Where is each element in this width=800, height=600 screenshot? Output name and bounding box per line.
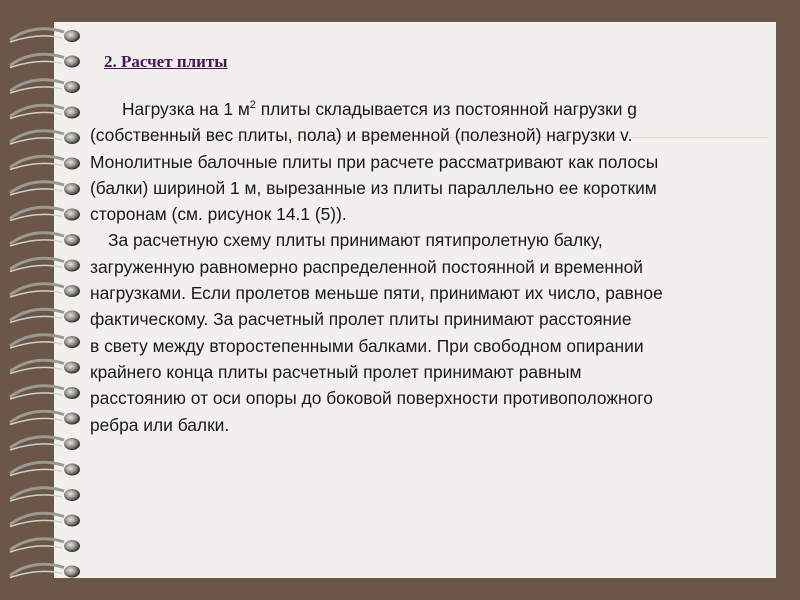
spiral-wire-highlight	[10, 393, 62, 399]
spiral-wire-highlight	[10, 495, 62, 501]
binding-hole	[64, 362, 80, 374]
binding-hole	[64, 438, 80, 450]
spiral-wire-highlight	[10, 316, 62, 322]
spiral-wire	[10, 564, 64, 575]
binding-hole	[64, 464, 80, 476]
paragraph-2-line-6: крайнего конца плиты расчетный пролет принимают равным	[90, 361, 582, 382]
binding-hole	[64, 413, 80, 425]
paragraph-2-line-1: За расчетную схему плиты принимают пятипролетную балку,	[108, 230, 603, 251]
paragraph-2-line-7: расстоянию от оси опоры до боковой поверхности противоположного	[90, 388, 653, 409]
paragraph-2-line-2: загруженную равномерно распределенной постоянной и временной	[90, 256, 644, 277]
spiral-wire	[10, 513, 64, 524]
binding-hole	[64, 489, 80, 501]
paragraph-1-line-3: Монолитные балочные плиты при расчете рассматривают как полосы	[90, 151, 659, 172]
binding-hole	[64, 56, 80, 68]
binding-hole	[64, 30, 80, 42]
spiral-wire-highlight	[10, 367, 62, 373]
spiral-wire	[10, 360, 64, 371]
spiral-wire-highlight	[10, 189, 62, 195]
spiral-wire-highlight	[10, 87, 62, 93]
binding-hole	[64, 311, 80, 323]
binding-hole	[64, 209, 80, 221]
binding-hole	[64, 387, 80, 399]
spiral-wire	[10, 29, 64, 40]
spiral-wire	[10, 80, 64, 91]
binding-hole	[64, 260, 80, 272]
spiral-wire-highlight	[10, 163, 62, 169]
spiral-wire	[10, 488, 64, 499]
spiral-wire	[10, 462, 64, 473]
spiral-wire-highlight	[10, 520, 62, 526]
spiral-wire	[10, 207, 64, 218]
spiral-wire-highlight	[10, 444, 62, 450]
spiral-wire-highlight	[10, 214, 62, 220]
spiral-wire	[10, 437, 64, 448]
spiral-wire-highlight	[10, 112, 62, 118]
spiral-wire-highlight	[10, 265, 62, 271]
binding-hole	[64, 183, 80, 195]
spiral-wire	[10, 258, 64, 269]
spiral-wire-highlight	[10, 342, 62, 348]
binding-hole	[64, 81, 80, 93]
spiral-wire	[10, 54, 64, 65]
spiral-binding-icon	[6, 20, 96, 580]
spiral-wire-highlight	[10, 291, 62, 297]
binding-hole	[64, 132, 80, 144]
spiral-wire	[10, 386, 64, 397]
paragraph-2-line-5: в свету между второстепенными балками. При свободном опирании	[90, 335, 644, 356]
spiral-wire	[10, 182, 64, 193]
spiral-wire	[10, 105, 64, 116]
spiral-wire-highlight	[10, 571, 62, 577]
binding-hole	[64, 566, 80, 578]
spiral-wire	[10, 233, 64, 244]
spiral-wire	[10, 156, 64, 167]
paragraph-1-line-4: (балки) шириной 1 м, вырезанные из плиты параллельно ее коротким	[90, 177, 657, 198]
section-heading: 2. Расчет плиты	[104, 52, 228, 71]
binding-hole	[64, 107, 80, 119]
paragraph-2-line-3: нагрузками. Если пролетов меньше пяти, принимают их число, равное	[90, 283, 663, 304]
spiral-wire-highlight	[10, 546, 62, 552]
spiral-wire	[10, 411, 64, 422]
binding-hole	[64, 515, 80, 527]
spiral-wire-highlight	[10, 138, 62, 144]
body-text	[90, 96, 770, 438]
spiral-wire-highlight	[10, 469, 62, 475]
spiral-wire	[10, 335, 64, 346]
spiral-wire	[10, 131, 64, 142]
binding-hole	[64, 336, 80, 348]
spiral-wire	[10, 539, 64, 550]
spiral-wire-highlight	[10, 418, 62, 424]
paragraph-2-line-4: фактическому. За расчетный пролет плиты принимают расстояние	[90, 309, 632, 330]
paragraph-1-line-5: сторонам (см. рисунок 14.1 (5)).	[90, 204, 347, 225]
spiral-wire	[10, 284, 64, 295]
binding-hole	[64, 158, 80, 170]
spiral-wire	[10, 309, 64, 320]
paragraph-1-line-2: (собственный вес плиты, пола) и временной (полезной) нагрузки v.	[90, 125, 633, 146]
binding-hole	[64, 285, 80, 297]
paragraph-1-line-1: Нагрузка на 1 $м^2$ плиты складывается из постоянной нагрузки g	[122, 99, 637, 119]
binding-hole	[64, 540, 80, 552]
spiral-wire-highlight	[10, 36, 62, 42]
binding-hole	[64, 234, 80, 246]
spiral-wire-highlight	[10, 61, 62, 67]
paragraph-2-line-8: ребра или балки.	[90, 414, 230, 435]
spiral-wire-highlight	[10, 240, 62, 246]
